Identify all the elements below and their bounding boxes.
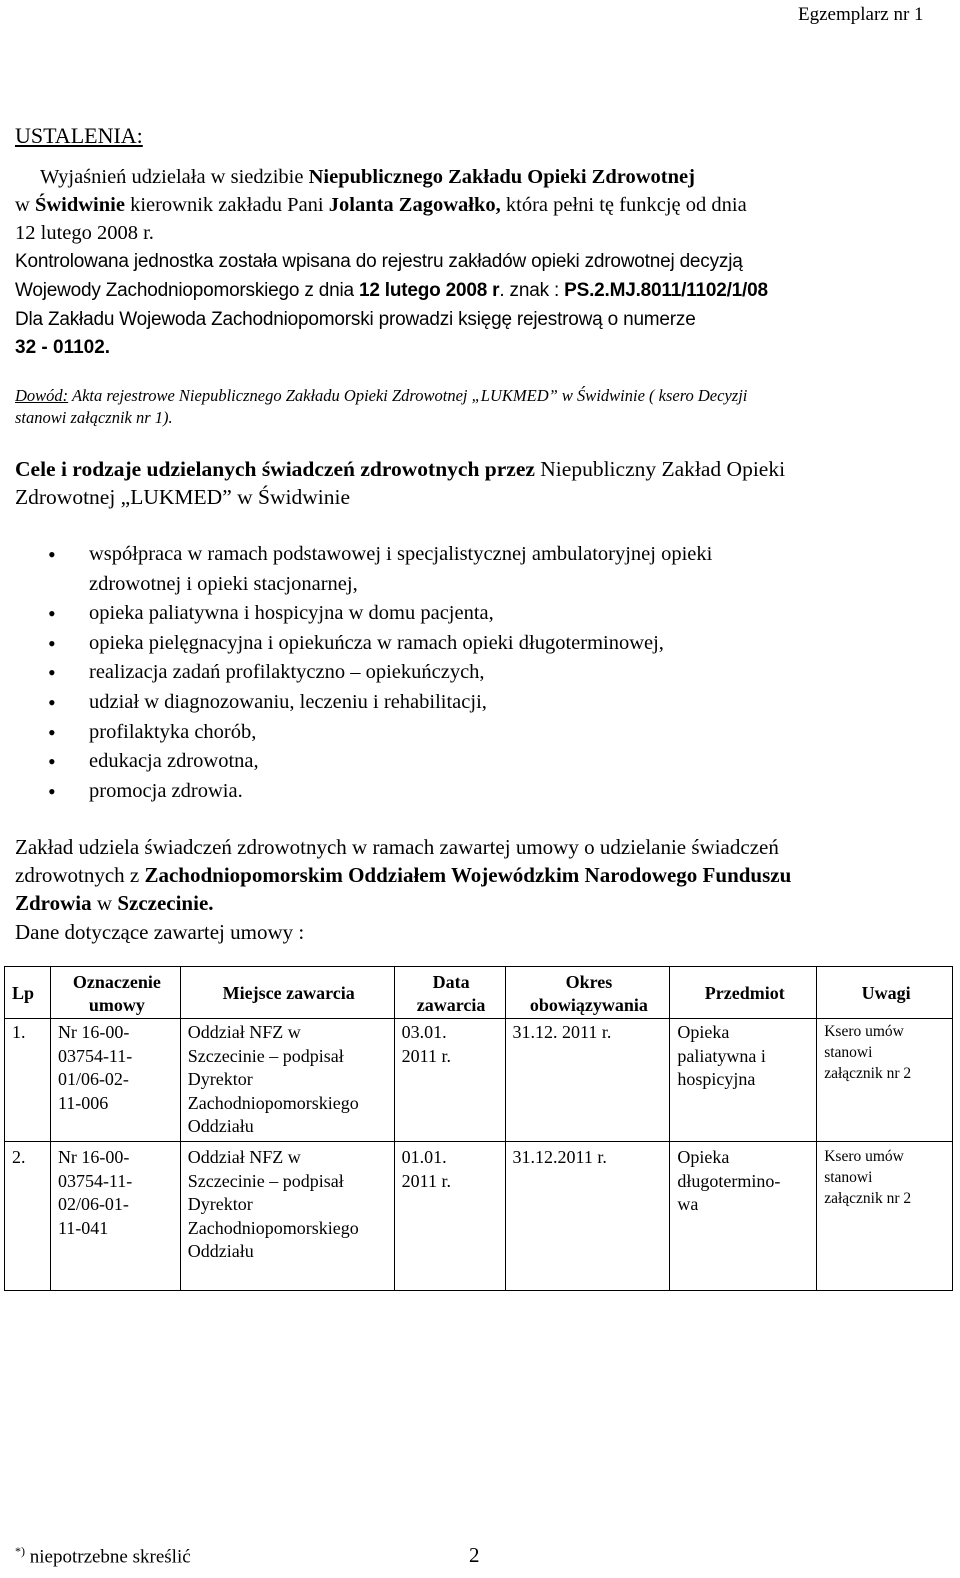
cell-uwagi: Ksero umów stanowi załącznik nr 2 bbox=[817, 1019, 953, 1142]
col-header-lp: Lp bbox=[5, 967, 51, 1019]
cell-data: 03.01. 2011 r. bbox=[394, 1019, 505, 1142]
para2-line1: Kontrolowana jednostka została wpisana do rejestru zakładów opieki zdrowotnej decyzją bbox=[15, 251, 743, 272]
decision-date: 12 lutego 2008 r bbox=[358, 280, 500, 301]
evidence-line1 bbox=[15, 385, 747, 407]
contract-line2 bbox=[15, 862, 791, 890]
header-text: Okres bbox=[565, 971, 613, 992]
list-item: • opieka pielęgnacyjna i opiekuńcza w ramach opieki długoterminowej, bbox=[44, 629, 712, 659]
contract-text: zdrowotnych z bbox=[15, 863, 145, 887]
contract-line4: Dane dotyczące zawartej umowy : bbox=[15, 920, 305, 944]
col-header-data bbox=[394, 967, 505, 1019]
col-header-okres bbox=[505, 967, 670, 1019]
para2-text: Wojewody Zachodniopomorskiego z dnia bbox=[15, 280, 359, 301]
list-item: • profilaktyka chorób, bbox=[44, 718, 712, 748]
goals-heading-text: Świdwinie bbox=[258, 485, 350, 509]
col-header-uwagi: Uwagi bbox=[817, 967, 953, 1019]
para1-text: Wyjaśnień udzielała w siedzibie bbox=[40, 166, 309, 188]
cell-miejsce: Oddział NFZ w Szczecinie – podpisał Dyrektor Zachodniopomorskiego Oddziału bbox=[180, 1019, 394, 1142]
para1-line1 bbox=[40, 164, 695, 192]
contract-text: w bbox=[91, 891, 118, 915]
para1-text: w bbox=[15, 194, 35, 216]
header-text: Data bbox=[432, 971, 470, 992]
register-number: 32 - 01102. bbox=[15, 337, 111, 358]
service-text: współpraca w ramach podstawowej i specjalistycznej ambulatoryjnej opieki bbox=[89, 543, 713, 565]
goals-heading-text: w bbox=[231, 485, 259, 509]
para2-line3: Dla Zakładu Wojewoda Zachodniopomorski prowadzi księgę rejestrową o numerze bbox=[15, 309, 696, 330]
goals-heading-text: Niepubliczny Zakład Opieki bbox=[540, 457, 786, 481]
service-text: zdrowotnej i opieki stacjonarnej, bbox=[89, 572, 358, 595]
evidence-line2: stanowi załącznik nr 1). bbox=[15, 408, 173, 427]
services-list bbox=[44, 540, 712, 806]
header-text: Oznaczenie bbox=[72, 971, 161, 992]
cell-przedmiot: Opieka długotermino- wa bbox=[670, 1142, 817, 1291]
cell-miejsce: Oddział NFZ w Szczecinie – podpisał Dyrektor Zachodniopomorskiego Oddziału bbox=[180, 1142, 394, 1291]
cell-uwagi: Ksero umów stanowi załącznik nr 2 bbox=[817, 1142, 953, 1291]
goals-heading-line2 bbox=[15, 484, 350, 512]
table-header-row bbox=[5, 967, 953, 1019]
para1-text: kierownik zakładu Pani bbox=[124, 194, 329, 216]
cell-przedmiot: Opieka paliatywna i hospicyjna bbox=[670, 1019, 817, 1142]
section-title: USTALENIA: bbox=[15, 123, 143, 148]
para2-text: . znak : bbox=[499, 280, 565, 301]
list-item bbox=[44, 540, 712, 599]
cell-okres: 31.12.2011 r. bbox=[505, 1142, 670, 1291]
para2-line2 bbox=[15, 277, 768, 305]
evidence-label: Dowód: bbox=[15, 386, 69, 405]
cell-oznaczenie: Nr 16-00- 03754-11- 01/06-02- 11-006 bbox=[50, 1019, 180, 1142]
cell-oznaczenie: Nr 16-00- 03754-11- 02/06-01- 11-041 bbox=[50, 1142, 180, 1291]
footnote-mark: *) bbox=[15, 1544, 25, 1558]
table-row bbox=[5, 1019, 953, 1142]
copy-label: Egzemplarz nr 1 bbox=[798, 4, 924, 25]
contract-table bbox=[4, 966, 953, 1291]
nfz-branch: Zachodniopomorskim Oddziałem Wojewódzkim Narodowego Funduszu bbox=[144, 863, 792, 887]
goals-heading-text: Cele i rodzaje udzielanych świadczeń zdrowotnych przez bbox=[15, 457, 541, 481]
col-header-miejsce: Miejsce zawarcia bbox=[180, 967, 394, 1019]
header-text: obowiązywania bbox=[529, 994, 648, 1015]
list-item: • realizacja zadań profilaktyczno – opiekuńczych, bbox=[44, 658, 712, 688]
manager-name: Jolanta Zagowałko, bbox=[328, 194, 501, 216]
contract-line3 bbox=[15, 890, 214, 918]
nfz-branch: Zdrowia bbox=[15, 891, 92, 915]
goals-heading-line1 bbox=[15, 456, 785, 484]
cell-okres: 31.12. 2011 r. bbox=[505, 1019, 670, 1142]
contract-line1: Zakład udziela świadczeń zdrowotnych w ramach zawartej umowy o udzielanie świadczeń bbox=[15, 835, 779, 859]
evidence-text: Akta rejestrowe Niepublicznego Zakładu Opieki Zdrowotnej „LUKMED” w Świdwinie ( ksero Decyzji bbox=[68, 386, 748, 405]
para1-line3: 12 lutego 2008 r. bbox=[15, 222, 154, 244]
table-row bbox=[5, 1142, 953, 1291]
page-number: 2 bbox=[469, 1543, 480, 1567]
list-item: • edukacja zdrowotna, bbox=[44, 747, 712, 777]
col-header-oznaczenie bbox=[50, 967, 180, 1019]
cell-data: 01.01. 2011 r. bbox=[394, 1142, 505, 1291]
facility-name: Niepublicznego Zakładu Opieki Zdrowotnej bbox=[308, 166, 695, 188]
col-header-przedmiot: Przedmiot bbox=[670, 967, 817, 1019]
goals-heading-text: Zdrowotnej „LUKMED” bbox=[15, 485, 232, 509]
town-name: Świdwinie bbox=[34, 194, 125, 216]
footnote-text: niepotrzebne skreślić bbox=[25, 1546, 191, 1568]
list-item: • opieka paliatywna i hospicyjna w domu pacjenta, bbox=[44, 599, 712, 629]
list-item: • udział w diagnozowaniu, leczeniu i rehabilitacji, bbox=[44, 688, 712, 718]
para1-line2 bbox=[15, 192, 747, 220]
para1-text: która pełni tę funkcję od dnia bbox=[500, 194, 747, 216]
list-item: • promocja zdrowia. bbox=[44, 777, 712, 807]
cell-lp: 2. bbox=[5, 1142, 51, 1291]
city-name: Szczecinie. bbox=[117, 891, 214, 915]
header-text: umowy bbox=[88, 994, 145, 1015]
footnote bbox=[15, 1536, 191, 1572]
decision-number: PS.2.MJ.8011/1102/1/08 bbox=[564, 280, 768, 301]
header-text: zawarcia bbox=[416, 994, 486, 1015]
cell-lp: 1. bbox=[5, 1019, 51, 1142]
